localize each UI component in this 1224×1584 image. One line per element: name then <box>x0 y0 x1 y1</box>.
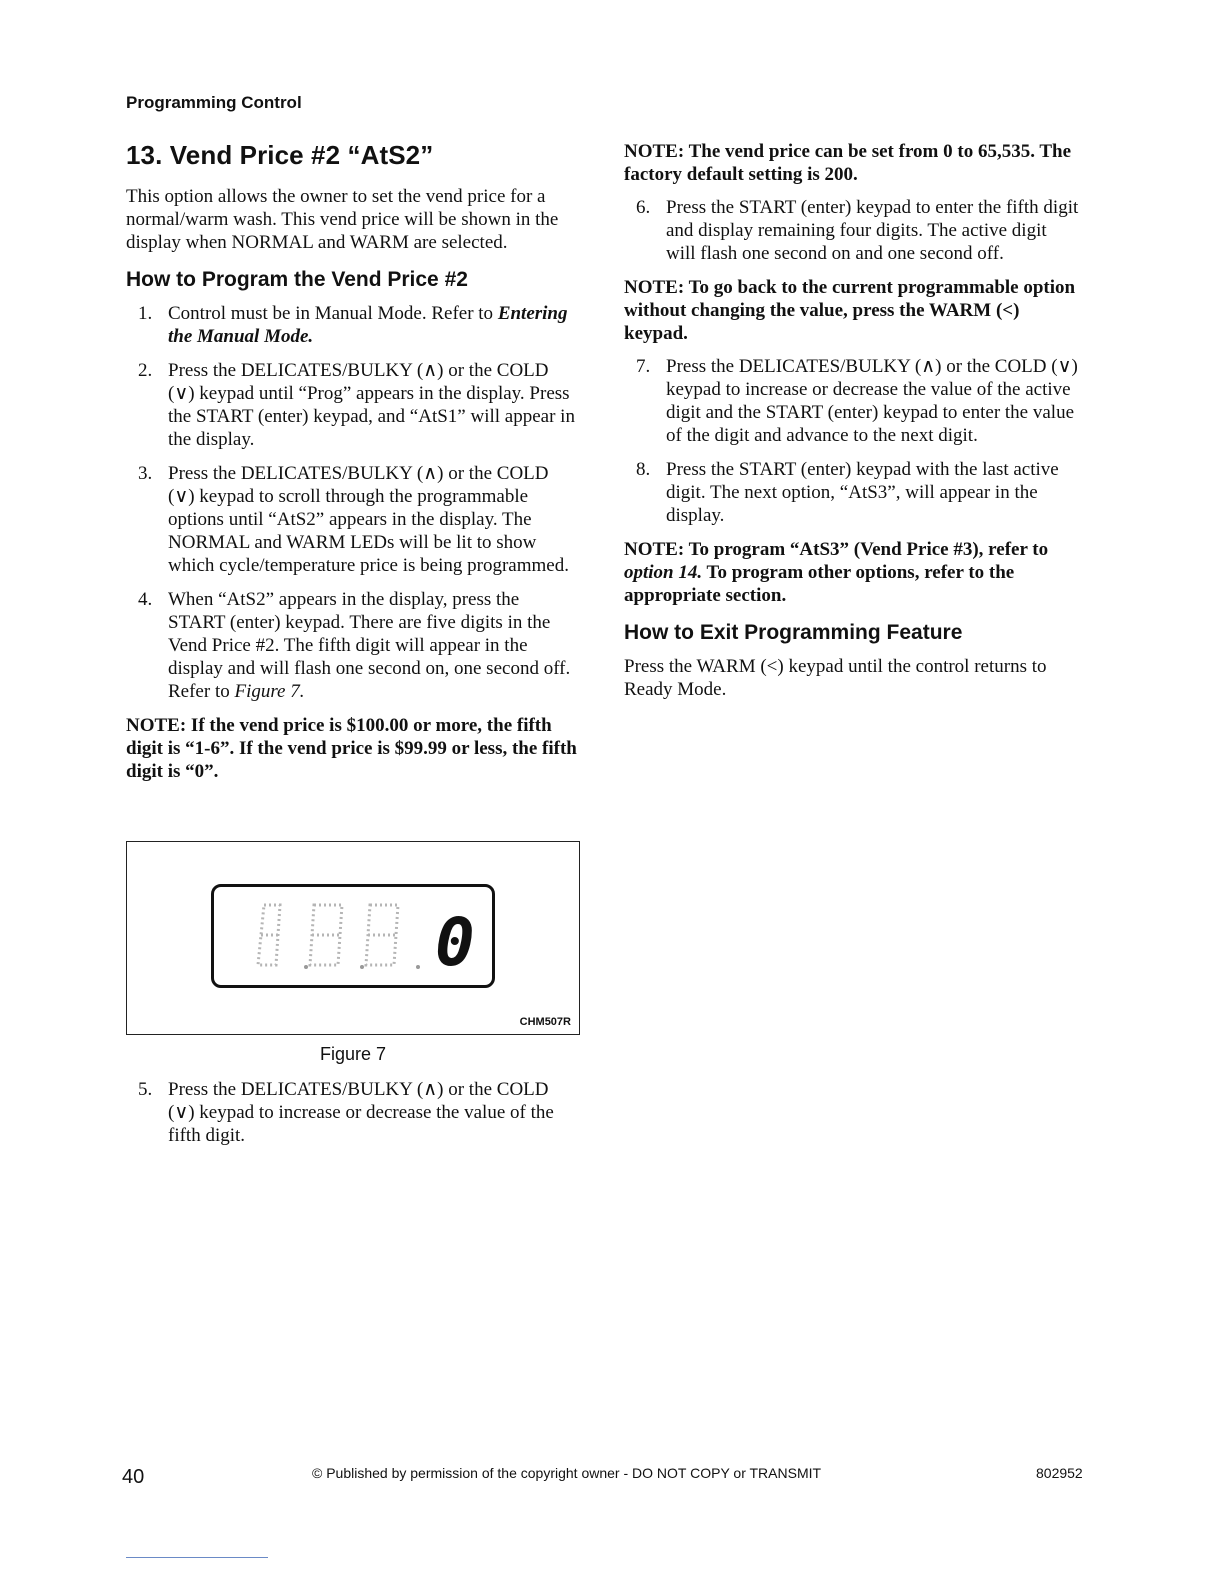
left-column <box>126 140 578 793</box>
step-text: Press the DELICATES/BULKY (∧) or the COLD (∨) keypad to scroll through the programmable options until “AtS2” appears in the display. The NORMAL and WARM LEDs will be lit to show which cycle/temperature price is being programmed. <box>168 463 569 576</box>
step-reference: Entering the Manual Mode. <box>168 303 568 347</box>
figure-caption: Figure 7 <box>319 1044 387 1064</box>
step-text: Press the DELICATES/BULKY (∧) or the COLD (∨) keypad to increase or decrease the value of the fifth digit. <box>168 1079 554 1146</box>
program-subheading: How to Program the Vend Price #2 <box>126 268 468 291</box>
section-title: 13. Vend Price #2 “AtS2” <box>126 140 434 170</box>
note-go-back: NOTE: To go back to the current programmable option without changing the value, press the WARM (<) keypad. <box>624 277 1076 344</box>
page-number: 40 <box>122 1466 145 1488</box>
list-item <box>624 355 1079 447</box>
lcd-display <box>211 884 495 988</box>
step-number: 2. <box>138 360 153 381</box>
step-number: 5. <box>138 1079 153 1100</box>
note-text: NOTE: To program “AtS3” (Vend Price #3), refer to <box>624 539 1049 560</box>
step-text: When “AtS2” appears in the display, press the START (enter) keypad. There are five digits in the Vend Price #2. The fifth digit will appear in the display and will flash one second on, one second off. Refer to <box>168 589 571 702</box>
list-item <box>624 458 1079 527</box>
step-text: Control must be in Manual Mode. Refer to <box>168 303 494 324</box>
faded-digit-icon <box>258 905 398 965</box>
step-5 <box>126 1078 578 1158</box>
step-number: 3. <box>138 463 153 484</box>
list-item <box>126 359 578 451</box>
active-digit: 0 <box>435 904 475 981</box>
step-text: Press the START (enter) keypad with the last active digit. The next option, “AtS3”, will appear in the display. <box>666 459 1059 526</box>
option-reference: option 14. <box>624 562 703 583</box>
step-number: 1. <box>138 303 153 324</box>
figure-code: CHM507R <box>519 1016 571 1028</box>
figure-7 <box>126 841 580 1035</box>
note-text: To program other options, refer to the appropriate section. <box>624 562 1015 606</box>
step-text: Press the START (enter) keypad to enter the fifth digit and display remaining four digits. The active digit will flash one second on and one second off. <box>666 197 1079 264</box>
dot-separators <box>304 965 420 969</box>
steps-list <box>624 355 1079 527</box>
note-price-range: NOTE: The vend price can be set from 0 to 65,535. The factory default setting is 200. <box>624 141 1072 185</box>
steps-list-continued <box>126 1078 578 1147</box>
copyright-notice: © Published by permission of the copyright owner - DO NOT COPY or TRANSMIT <box>312 1465 822 1481</box>
section-header: Programming Control <box>126 93 302 112</box>
list-item <box>624 196 1079 265</box>
step-text: Press the DELICATES/BULKY (∧) or the COLD (∨) keypad until “Prog” appears in the display. Press the START (enter) keypad, and “AtS1” will appear in the display. <box>168 360 575 450</box>
note-fifth-digit: NOTE: If the vend price is $100.00 or more, the fifth digit is “1-6”. If the vend price is $99.99 or less, the fifth digit is “0”. <box>126 715 577 782</box>
seven-segment-digits <box>214 887 492 985</box>
note-next-option <box>624 538 1079 607</box>
intro-paragraph: This option allows the owner to set the vend price for a normal/warm wash. This vend price will be shown in the display when NORMAL and WARM are selected. <box>126 186 559 253</box>
steps-list <box>624 196 1079 265</box>
list-item <box>126 588 578 703</box>
list-item <box>126 462 578 577</box>
document-number: 802952 <box>1036 1465 1083 1481</box>
step-number: 4. <box>138 589 153 610</box>
step-number: 7. <box>636 356 651 377</box>
steps-list <box>126 302 578 703</box>
step-text: Press the DELICATES/BULKY (∧) or the COLD (∨) keypad to increase or decrease the value of the active digit and the START (enter) keypad to enter the value of the digit and advance to the next digit. <box>666 356 1078 446</box>
figure-reference: Figure 7. <box>234 681 305 702</box>
step-number: 8. <box>636 459 651 480</box>
list-item <box>126 302 578 348</box>
right-column <box>624 140 1079 711</box>
step-number: 6. <box>636 197 651 218</box>
exit-subheading: How to Exit Programming Feature <box>624 621 963 644</box>
exit-paragraph: Press the WARM (<) keypad until the control returns to Ready Mode. <box>624 656 1047 700</box>
footer-rule <box>126 1557 268 1558</box>
list-item <box>126 1078 578 1147</box>
